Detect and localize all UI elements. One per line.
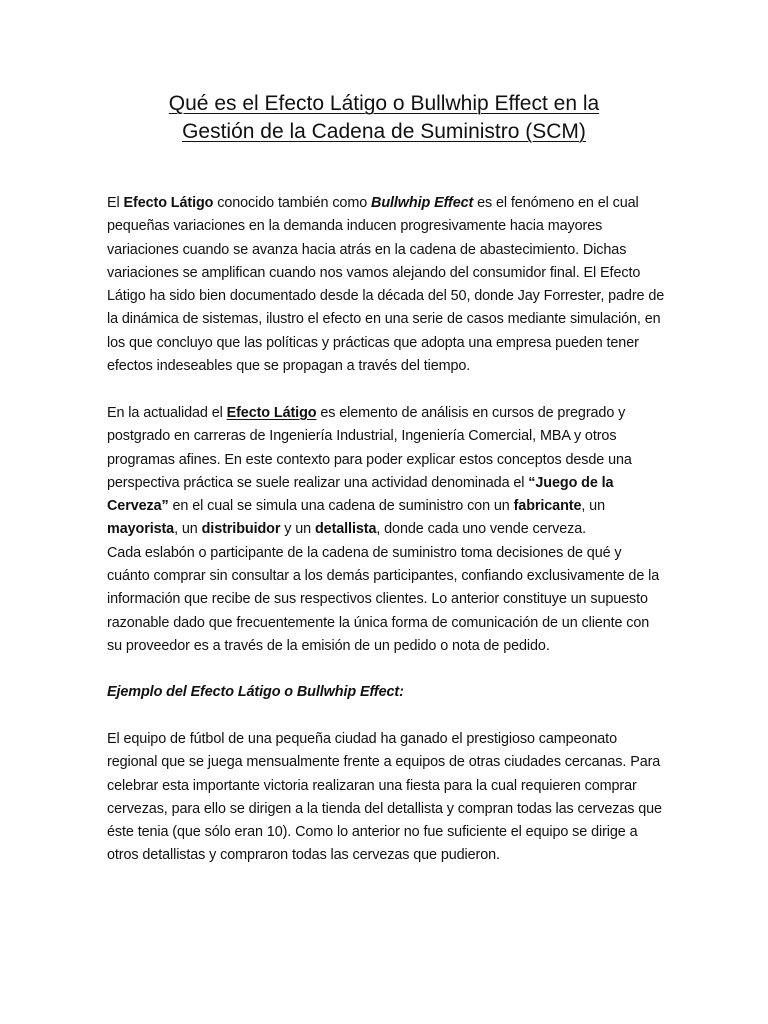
p1-bold-efecto-latigo: Efecto Látigo (123, 195, 214, 211)
p2-bold-detallista: detallista (314, 521, 377, 538)
p2-text-7: , donde cada uno vende cerveza. (376, 521, 587, 538)
p2-text-5: , un (174, 521, 202, 538)
p2-text-2: es elemento de análisis en cursos de pregrado y postgrado en carreras de Ingeniería Industrial, Ingeniería Comercial, MBA y otros programas afines. En este contexto para poder explicar estos conceptos desde una perspectiva práctica se suele realizar una actividad denominada el (107, 405, 632, 491)
title-line-2: Gestión de la Cadena de Suministro (SCM) (182, 120, 586, 143)
p2-bold-juego-cerveza: “Juego de la Cerveza” (107, 474, 614, 515)
p2-text-4: , un (581, 498, 605, 515)
paragraph-beer-game (107, 402, 667, 658)
p1-text-2: conocido también como (213, 195, 372, 211)
p1-text-1: El (107, 195, 124, 211)
paragraph-intro (107, 192, 667, 378)
p2-bold-distribuidor: distribuidor (201, 521, 281, 538)
p2-bold-fabricante: fabricante (513, 498, 582, 515)
paragraph-example: El equipo de fútbol de una pequeña ciudad ha ganado el prestigioso campeonato regional que se juega mensualmente frente a equipos de otras ciudades cercanas. Para celebrar esta importante victoria realizaran una fiesta para la cual requieren comprar cervezas, para ello se dirigen a la tienda del detallista y compran todas las cervezas que éste tenia (que sólo eran 10). Como lo anterior no fue suficiente el equipo se dirige a otros detallistas y compraron todas las cervezas que pudieron. (107, 731, 662, 864)
p2-text-6: y un (280, 521, 315, 538)
p2-bold-underline-efecto-latigo: Efecto Látigo (226, 405, 317, 421)
title-line-1: Qué es el Efecto Látigo o Bullwhip Effect en la (168, 92, 600, 115)
p1-bold-italic-bullwhip: Bullwhip Effect (371, 195, 474, 211)
p2-text-1: En la actualidad el (107, 405, 227, 421)
p2-bold-mayorista: mayorista (107, 521, 175, 538)
document-title (100, 90, 668, 146)
example-heading: Ejemplo del Efecto Látigo o Bullwhip Effect: (107, 684, 404, 700)
p1-text-3: es el fenómeno en el cual pequeñas variaciones en la demanda inducen progresivamente hacia mayores variaciones cuando se avanza hacia atrás en la cadena de abastecimiento. Dichas variaciones se amplifican cuando nos vamos alejando del consumidor final. El Efecto Látigo ha sido bien documentado desde la década del 50, donde Jay Forrester, padre de la dinámica de sistemas, ilustro el efecto en una serie de casos mediante simulación, en los que concluyo que las políticas y prácticas que adopta una empresa pueden tener efectos indeseables que se propagan a través del tiempo. (107, 195, 665, 375)
p2-text-3: en el cual se simula una cadena de suministro con un (168, 498, 514, 515)
p2-text-8: Cada eslabón o participante de la cadena de suministro toma decisiones de qué y cuánto comprar sin consultar a los demás participantes, confiando exclusivamente de la información que recibe de sus respectivos clientes. Lo anterior constituye un supuesto razonable dado que frecuentemente la única forma de comunicación de un cliente con su proveedor es a través de la emisión de un pedido o nota de pedido. (107, 544, 660, 654)
